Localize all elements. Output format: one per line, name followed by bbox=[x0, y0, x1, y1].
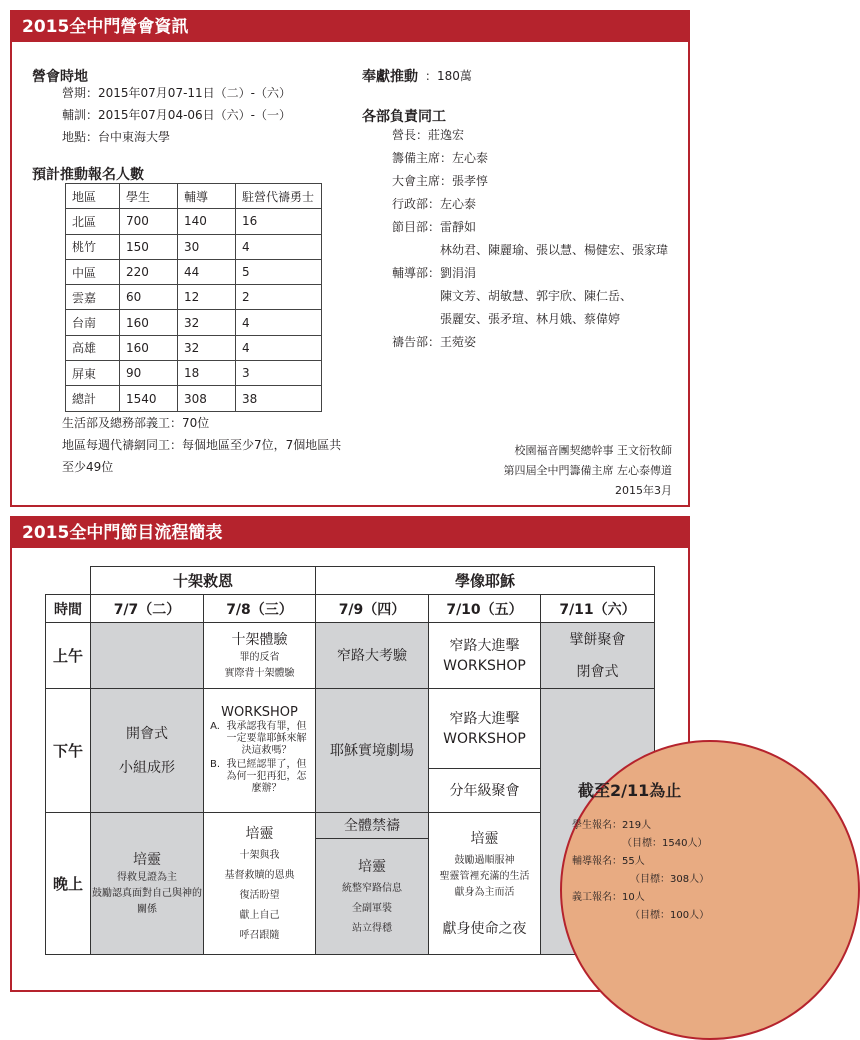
prayer-note: 地區每週代禱網同工：每個地區至少7位，7個地區共 bbox=[62, 438, 342, 452]
header-cell: 地區 bbox=[66, 184, 120, 209]
stats-line: （目標：100人） bbox=[630, 910, 710, 921]
training-dates: 輔訓：2015年07月04-06日（六）-（一） bbox=[62, 108, 292, 122]
table-cell: 160 bbox=[120, 335, 178, 360]
cell-workshop-tue: WORKSHOP A. 我承認我有罪，但一定要靠耶穌來解決這救嗎？ B. 我已經認罪了，但為何一犯再犯，怎麼辦？ bbox=[204, 689, 316, 813]
table-cell: 32 bbox=[178, 310, 236, 335]
cell-workshop: 窄路大進擊 WORKSHOP bbox=[429, 623, 541, 689]
group-jesus: 學像耶穌 bbox=[316, 567, 655, 595]
table-cell: 中區 bbox=[66, 259, 120, 284]
table-cell: 台南 bbox=[66, 310, 120, 335]
afternoon-row bbox=[46, 689, 655, 769]
staff-line: 籌備主席：左心泰 bbox=[392, 151, 489, 165]
table-cell: 700 bbox=[120, 209, 178, 234]
morning-row bbox=[46, 623, 655, 689]
table-row bbox=[66, 209, 322, 234]
table-cell: 5 bbox=[236, 259, 322, 284]
header-cell: 學生 bbox=[120, 184, 178, 209]
table-cell: 140 bbox=[178, 209, 236, 234]
stats-line: （目標：1540人） bbox=[622, 838, 708, 849]
table-cell: 90 bbox=[120, 361, 178, 386]
signature-date: 2015年3月 bbox=[615, 484, 672, 497]
table-cell: 高雄 bbox=[66, 335, 120, 360]
table-cell: 4 bbox=[236, 310, 322, 335]
section-title-schedule: 2015全中門節目流程簡表 bbox=[12, 518, 688, 548]
staff-line: 陳文芳、胡敏慧、郭宇欣、陳仁岳、 bbox=[440, 289, 633, 303]
cell-opening: 開會式 小組成形 bbox=[91, 689, 204, 813]
prayer-note-cont: 至少49位 bbox=[62, 460, 114, 474]
staff-line: 張麗安、張矛瑄、林月娥、蔡偉婷 bbox=[440, 312, 621, 326]
signature-line: 校園福音團契總幹事 王文衍牧師 bbox=[514, 444, 672, 457]
day-header: 7/8（三） bbox=[204, 595, 316, 623]
table-cell: 12 bbox=[178, 285, 236, 310]
table-row bbox=[66, 361, 322, 386]
day-header: 7/9（四） bbox=[316, 595, 429, 623]
camp-heading: 營會時地 bbox=[32, 69, 88, 85]
camp-location: 地點：台中東海大學 bbox=[62, 130, 171, 144]
offering-label: 奉獻推動 bbox=[362, 69, 418, 85]
table-cell: 1540 bbox=[120, 386, 178, 411]
header-cell: 駐營代禱勇士 bbox=[236, 184, 322, 209]
stats-title: 截至2/11為止 bbox=[578, 781, 682, 800]
cell-revival-thu: 培靈 統整窄路信息 全副軍裝 站立得穩 bbox=[316, 839, 429, 955]
table-row bbox=[66, 310, 322, 335]
slot-label: 下午 bbox=[46, 689, 91, 813]
registration-heading: 預計推動報名人數 bbox=[32, 167, 144, 183]
staff-line: 林幼君、陳麗瑜、張以慧、楊健宏、張家瑋 bbox=[440, 243, 669, 257]
table-cell: 北區 bbox=[66, 209, 120, 234]
staff-line: 行政部：左心泰 bbox=[392, 197, 477, 211]
table-cell: 38 bbox=[236, 386, 322, 411]
cell-workshop-fri: 窄路大進擊 WORKSHOP bbox=[429, 689, 541, 769]
section-title-info: 2015全中門營會資訊 bbox=[12, 12, 688, 42]
table-cell: 桃竹 bbox=[66, 234, 120, 259]
stats-line: 輔導報名：55人 bbox=[572, 856, 645, 867]
table-cell: 18 bbox=[178, 361, 236, 386]
slot-label: 晚上 bbox=[46, 813, 91, 955]
table-cell: 屏東 bbox=[66, 361, 120, 386]
cell-revival-tue: 培靈 十架與我 基督救贖的恩典 復活盼望 獻上自己 呼召跟隨 bbox=[204, 813, 316, 955]
table-cell: 2 bbox=[236, 285, 322, 310]
staff-heading: 各部負責同工 bbox=[362, 109, 446, 125]
cell-title: 十架體驗 bbox=[231, 631, 288, 648]
table-header-row bbox=[66, 184, 322, 209]
header-cell: 輔導 bbox=[178, 184, 236, 209]
table-row bbox=[66, 259, 322, 284]
cell-empty bbox=[91, 623, 204, 689]
cell-narrow-road: 窄路大考驗 bbox=[316, 623, 429, 689]
table-cell: 220 bbox=[120, 259, 178, 284]
cell-cross-experience: 十架體驗 罪的反省 實際背十架體驗 bbox=[204, 623, 316, 689]
day-row bbox=[46, 595, 655, 623]
table-cell: 308 bbox=[178, 386, 236, 411]
table-cell: 16 bbox=[236, 209, 322, 234]
table-cell: 160 bbox=[120, 310, 178, 335]
signature-line: 第四屆全中門籌備主席 左心泰傳道 bbox=[503, 464, 672, 477]
offering-value: ：180萬 bbox=[425, 69, 472, 83]
stats-line: 學生報名：219人 bbox=[572, 820, 652, 831]
day-header: 7/11（六） bbox=[541, 595, 655, 623]
cell-revival-mon: 培靈 得救見證為主 鼓勵認真面對自己與神的關係 bbox=[91, 813, 204, 955]
staff-line: 營長：莊逸宏 bbox=[392, 128, 465, 142]
table-cell: 150 bbox=[120, 234, 178, 259]
table-cell: 4 bbox=[236, 234, 322, 259]
table-cell: 總計 bbox=[66, 386, 120, 411]
time-label: 時間 bbox=[46, 595, 91, 623]
stats-line: （目標：308人） bbox=[630, 874, 710, 885]
cell-closing: 擘餅聚會 閉會式 bbox=[541, 623, 655, 689]
table-cell: 60 bbox=[120, 285, 178, 310]
cell-fasting-prayer: 全體禁禱 bbox=[316, 813, 429, 839]
table-cell: 30 bbox=[178, 234, 236, 259]
camp-dates: 營期：2015年07月07-11日（二）-（六） bbox=[62, 86, 292, 100]
group-row bbox=[46, 567, 655, 595]
day-header: 7/7（二） bbox=[91, 595, 204, 623]
table-cell: 32 bbox=[178, 335, 236, 360]
cell-grade-meeting: 分年級聚會 bbox=[429, 769, 541, 813]
table-row bbox=[66, 386, 322, 411]
staff-line: 節目部：雷靜如 bbox=[392, 220, 477, 234]
cell-revival-fri: 培靈 鼓勵過順服神 聖靈管裡充滿的生活 獻身為主而活 獻身使命之夜 bbox=[429, 813, 541, 955]
staff-line: 輔導部：劉涓涓 bbox=[392, 266, 477, 280]
day-header: 7/10（五） bbox=[429, 595, 541, 623]
group-cross: 十架救恩 bbox=[91, 567, 316, 595]
stats-line: 義工報名：10人 bbox=[572, 892, 645, 903]
table-row bbox=[66, 285, 322, 310]
table-cell: 4 bbox=[236, 335, 322, 360]
cell-drama: 耶穌實境劇場 bbox=[316, 689, 429, 813]
table-cell: 3 bbox=[236, 361, 322, 386]
staff-line: 大會主席：張孝惇 bbox=[392, 174, 489, 188]
table-row bbox=[66, 335, 322, 360]
staff-line: 禱告部：王菀姿 bbox=[392, 335, 477, 349]
table-cell: 雲嘉 bbox=[66, 285, 120, 310]
registration-table bbox=[65, 183, 322, 412]
table-cell: 44 bbox=[178, 259, 236, 284]
table-row bbox=[66, 234, 322, 259]
slot-label: 上午 bbox=[46, 623, 91, 689]
volunteer-note: 生活部及總務部義工：70位 bbox=[62, 416, 210, 430]
